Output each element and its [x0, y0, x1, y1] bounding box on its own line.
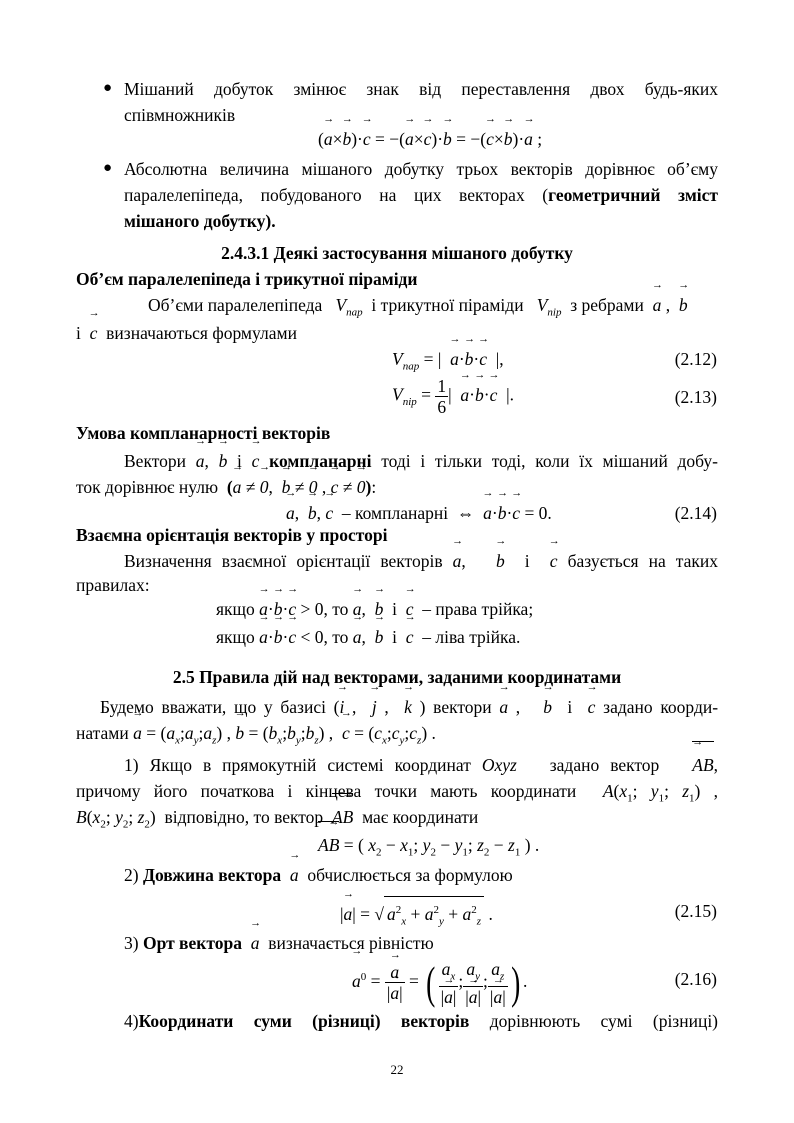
bullet1-line2: співмножників — [124, 105, 236, 125]
formula-vector-ab-coordinates: → AB = ( $x_2 - x_1$; $y_2 - y_1$; $z_2 - z_1$ ) . — [318, 832, 539, 866]
formula-mixed-product-swap: (→ a×→ b)·→ c = −(→ a×→ c)·→ b = −(→ c×→ b)·→ a ; — [318, 126, 542, 152]
bullet2-line3: мішаного добутку). — [124, 211, 276, 231]
equation-number-216: (2.16) — [674, 969, 717, 989]
formula-vector-length: |→ a| = √ $a^2_x + a^2_y + a^2_z$ . — [340, 896, 493, 934]
bullet2-line1: Абсолютна величина мішаного добутку трьох векторів дорівнює об’єму — [124, 159, 718, 179]
equation-number-212: (2.12) — [674, 349, 717, 369]
orientation-paragraph-line1: Визначення взаємної орієнтації векторів → a, → b і → c базується на таких — [124, 548, 718, 574]
formula-unit-vector: → $a^0$ = → $\frac{a}{|\to a|}$ = ( $\frac{a_x}{|\to a|}$ ; $\frac{a_y}{|\to a|}$ ; $\frac{a_z}{|\to a|}$ ) . — [352, 954, 527, 1007]
subheading-volume: Об’єм паралелепіпеда і трикутної піраміди — [76, 269, 418, 289]
formula-coplanar: → a, → b, → c – компланарні ⇔ → a·→ b·→ c = 0. — [286, 500, 552, 526]
volume-paragraph-line1: Об’єми паралелепіпеда $V_{пар}$ і трикутної піраміди $V_{пір}$ з ребрами → a , → b — [148, 292, 688, 326]
coplanar-paragraph-line1: Вектори → a, → b і → c компланарні тоді і тільки тоді, коли їх мішаний добу- — [124, 448, 718, 474]
section-heading-25: 2.5 Правила дій над векторами, заданими координатами — [172, 667, 622, 687]
bullet-marker: ● — [103, 160, 113, 176]
subheading-orientation: Взаємна орієнтація векторів у просторі — [76, 525, 388, 545]
basis-paragraph-line2: натами → $a = (a_x;a_y;a_z)$ , → $b = (b_x;b_y;b_z)$ , → $c = (c_x;c_y;c_z)$ . — [76, 720, 436, 754]
item4-line: 4)Координати суми (різниці) векторів дорівнюють сумі (різниці) — [124, 1011, 719, 1031]
item1-line3: $B(x_2$; $y_2$; $z_2$) відповідно, то вектор → AB має координати — [76, 804, 478, 838]
formula-volume-pyramid: $V_{пір}$ = $\frac{1}{6}$ | → a·→ b·→ c |. — [392, 376, 514, 417]
formula-volume-parallelepiped: $V_{пар}$ = | → a·→ b·→ c |, — [392, 346, 504, 380]
subheading-coplanar: Умова компланарності векторів — [76, 423, 331, 443]
section-heading-2431: 2.4.3.1 Деякі застосування мішаного добутку — [221, 243, 573, 263]
orientation-paragraph-line2: правилах: — [76, 575, 150, 595]
equation-number-214: (2.14) — [674, 503, 717, 523]
item3-line: 3) Орт вектора → a визначається рівністю — [124, 930, 434, 956]
volume-paragraph-line2: і → c визначаються формулами — [76, 320, 297, 346]
equation-number-215: (2.15) — [674, 901, 717, 921]
item1-line2: причому його початкова і кінцева точки мають координати $A(x_1$; $y_1$; $z_1$) , — [76, 781, 719, 805]
item2-line: 2) Довжина вектора → a обчислюється за формулою — [124, 862, 513, 888]
equation-number-213: (2.13) — [674, 387, 717, 407]
bullet-marker: ● — [103, 80, 113, 96]
bullet2-line2: паралелепіпеда, побудованого на цих векторах (геометричний зміст — [124, 185, 718, 205]
item1-line1: 1) Якщо в прямокутній системі координат Oxyz задано вектор → AB, — [124, 752, 718, 778]
page-number: 22 — [390, 1062, 404, 1077]
bullet1-line1: Мішаний добуток змінює знак від переставлення двох будь-яких — [124, 79, 718, 99]
rule-right-triple: якщо → a·→ b·→ c > 0, то → a, → b і → c – права трійка; — [216, 596, 533, 622]
basis-paragraph-line1: Будемо вважати, що у базисі (→ i , → j , → k ) вектори → a , → b і → c задано коорди- — [100, 694, 718, 720]
coplanar-paragraph-line2: ток дорівнює нулю (→ a ≠ → 0, → b ≠ → 0 , → c ≠ → 0): — [76, 474, 376, 500]
rule-left-triple: якщо → a·→ b·→ c < 0, то → a, → b і → c – ліва трійка. — [216, 624, 520, 650]
